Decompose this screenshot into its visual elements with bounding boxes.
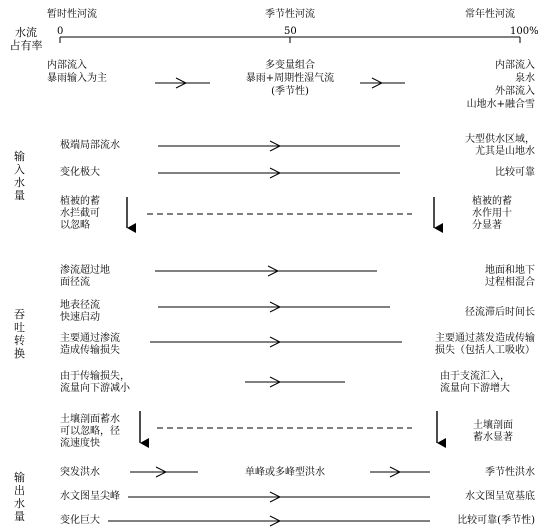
through-row3-right: 主要通过蒸发造成传输 损失（包括人工吸收） xyxy=(435,333,535,356)
header-left: 内部流入 暴雨输入为主 xyxy=(47,60,107,84)
input-row1-right: 大型供水区域， 尤其是山地水 xyxy=(465,134,535,157)
output-row3-left: 变化巨大 xyxy=(60,515,100,526)
through-row1-left: 渗流超过地 面径流 xyxy=(60,265,110,288)
axis-tick-100: 100% xyxy=(510,26,539,37)
header-center: 多变量组合 暴雨+周期性湿气流 (季节性) xyxy=(245,60,335,97)
input-row3-right: 植被的蓄 水作用十 分显著 xyxy=(472,196,512,231)
output-row1-left: 突发洪水 xyxy=(60,467,100,478)
through-row2-right: 径流滞后时间长 xyxy=(465,307,535,318)
header-right: 内部流入 泉水 外部流入 山地水+融合雪 xyxy=(466,60,535,110)
output-row1-center: 单峰或多峰型洪水 xyxy=(245,467,325,478)
input-row3-left: 植被的蓄 水拦截可 以忽略 xyxy=(60,196,100,231)
axis-label-perennial: 常年性河流 xyxy=(465,9,515,20)
axis-label-seasonal: 季节性河流 xyxy=(265,9,315,20)
output-row2-left: 水文图呈尖峰 xyxy=(60,491,120,502)
output-row2-right: 水文图呈宽基底 xyxy=(465,491,535,502)
section-output: 输 出 水 量 xyxy=(14,471,25,523)
output-row1-right: 季节性洪水 xyxy=(485,467,535,478)
axis-tick-50: 50 xyxy=(284,26,297,37)
axis-row-label: 水流 占有率 xyxy=(9,26,43,52)
input-row1-left: 极端局部流水 xyxy=(60,140,120,151)
through-row5-right: 土壤剖面 蓄水显著 xyxy=(473,420,513,443)
through-row2-left: 地表径流 快速启动 xyxy=(60,300,100,323)
output-row3-right: 比较可靠(季节性) xyxy=(457,515,535,526)
axis-tick-0: 0 xyxy=(57,26,64,37)
section-input: 输 入 水 量 xyxy=(14,150,25,202)
through-row1-right: 地面和地下 过程相混合 xyxy=(485,265,535,288)
axis-label-temporary: 暂时性河流 xyxy=(47,9,97,20)
input-row2-left: 变化极大 xyxy=(60,167,100,178)
through-row4-left: 由于传输损失， 流量向下游减小 xyxy=(60,371,130,394)
through-row5-left: 土壤剖面蓄水 可以忽略，径 流速度快 xyxy=(60,414,120,449)
input-row2-right: 比较可靠 xyxy=(495,167,535,178)
through-row3-left: 主要通过渗流 造成传输损失 xyxy=(60,333,120,356)
section-throughput: 吞 吐 转 换 xyxy=(14,308,25,360)
through-row4-right: 由于支流汇入， 流量向下游增大 xyxy=(440,371,510,394)
